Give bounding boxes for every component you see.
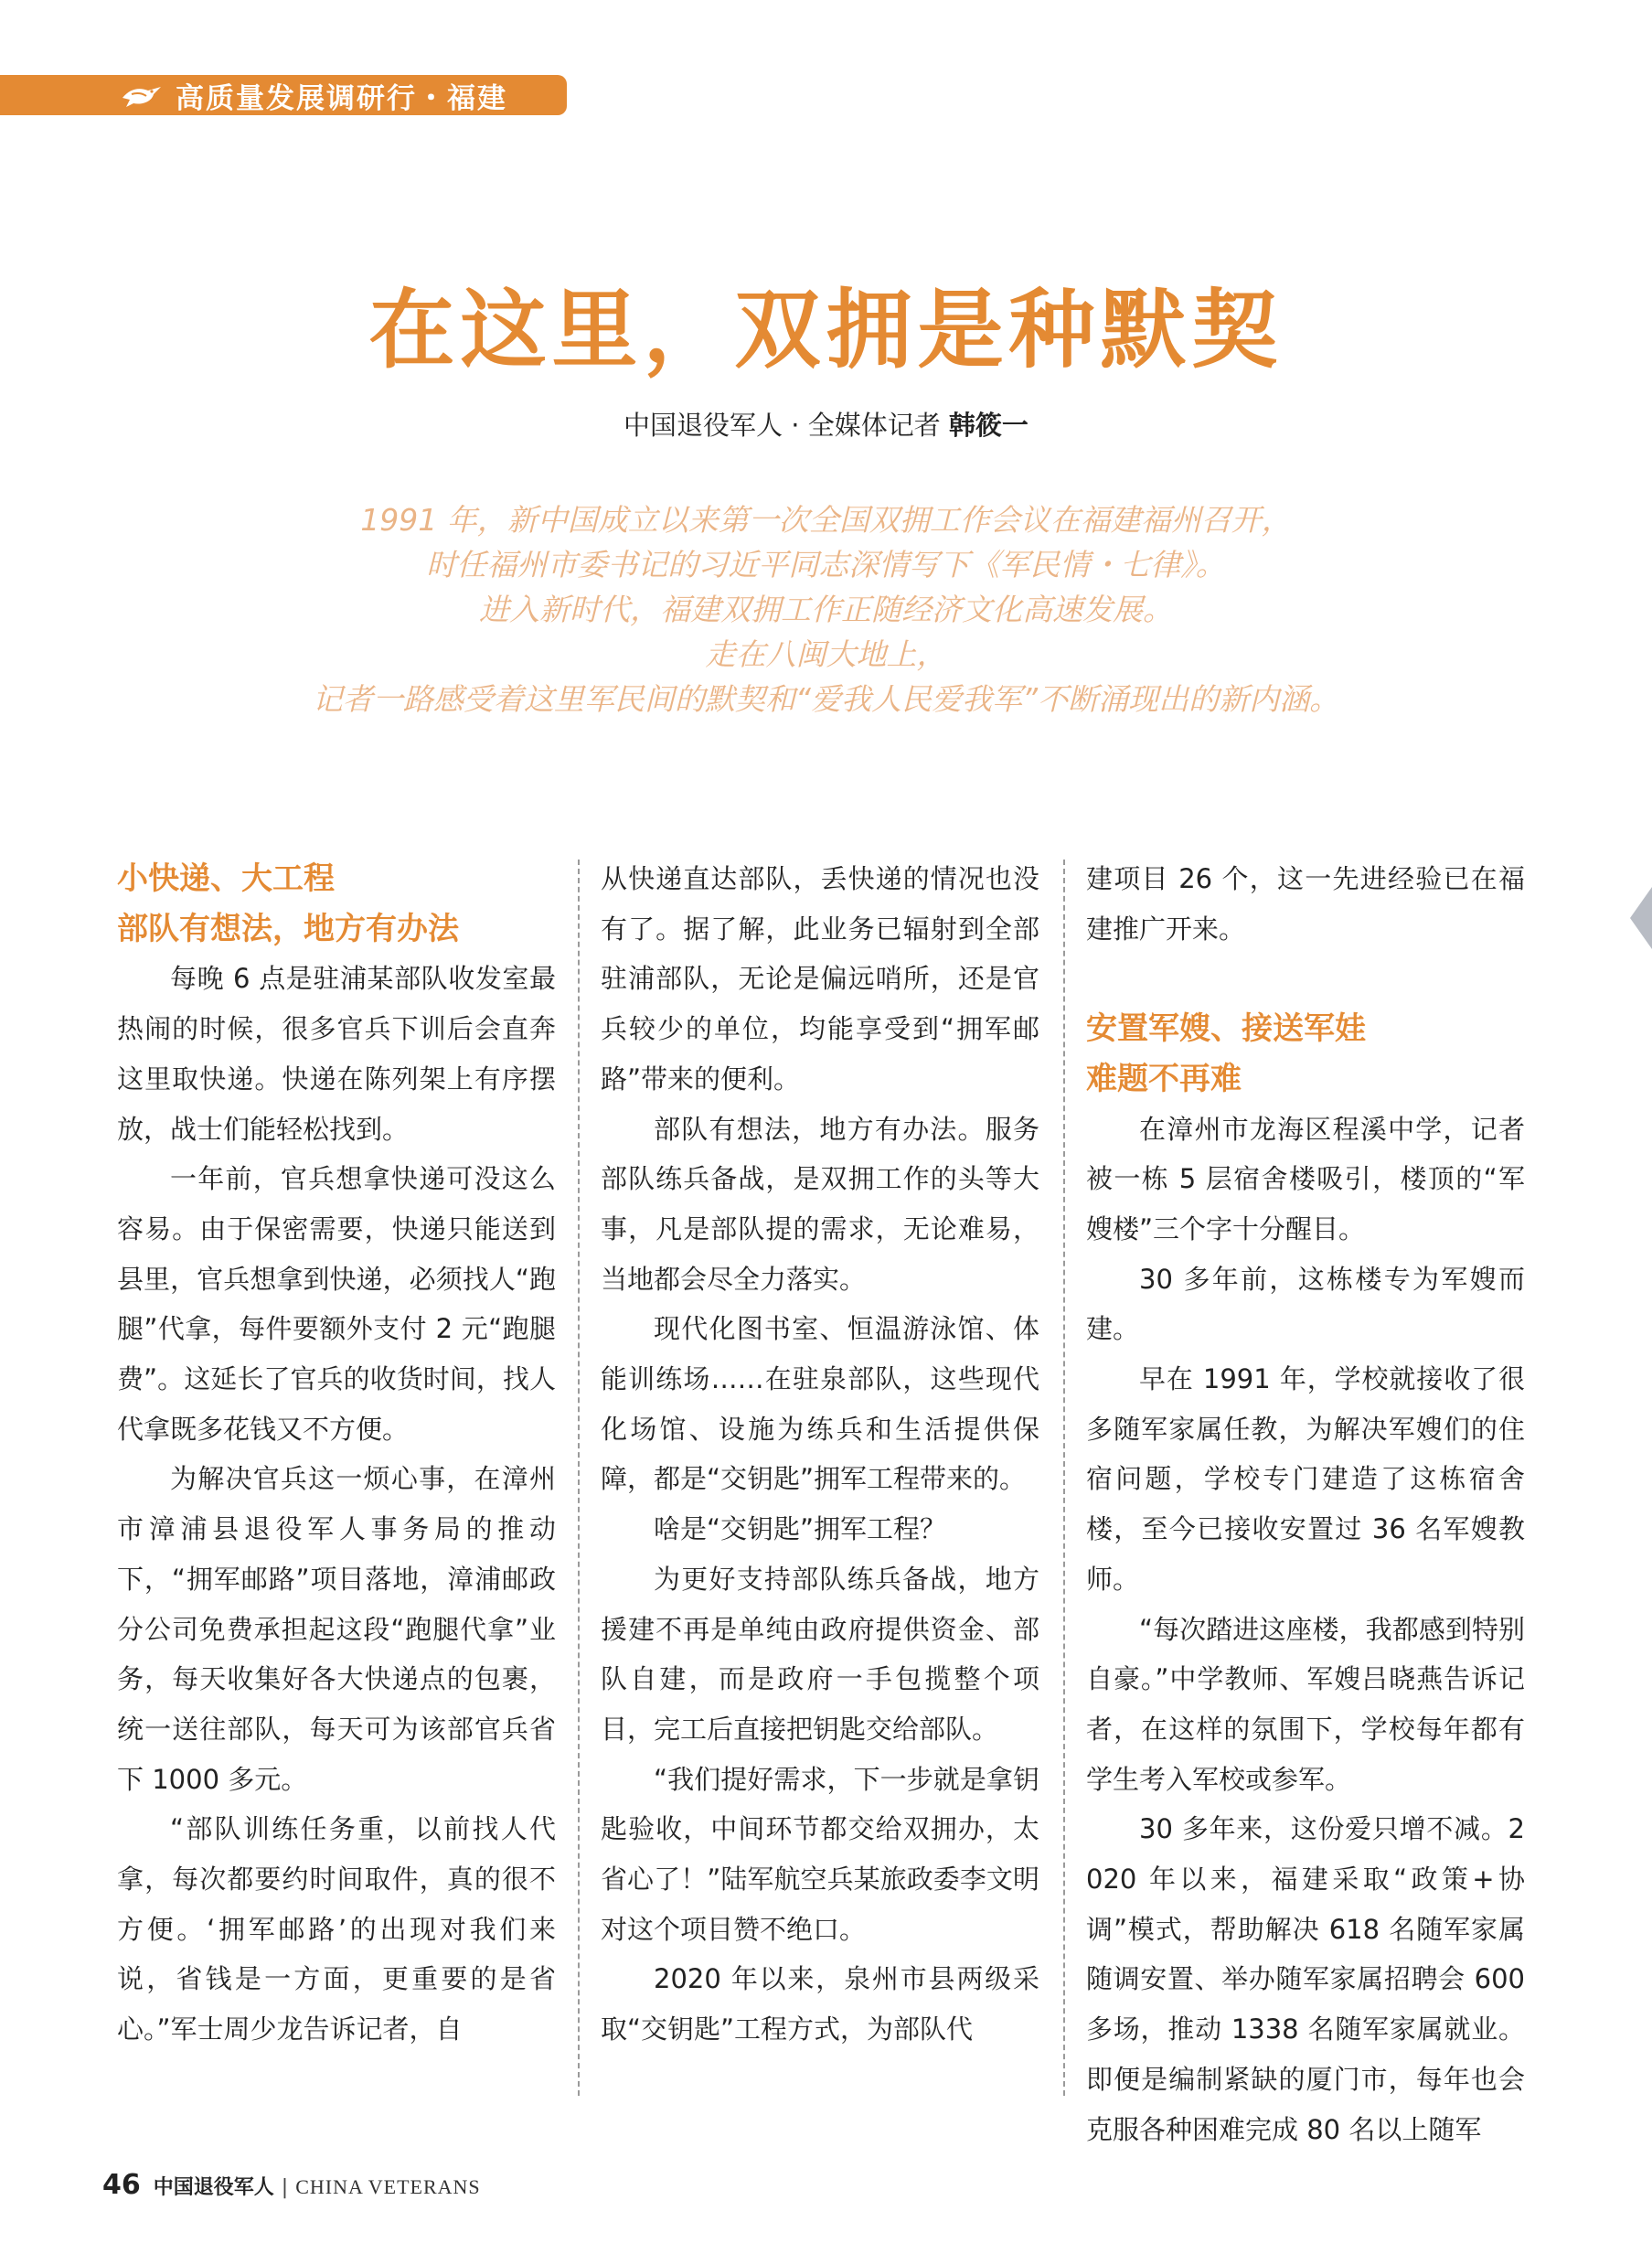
body-paragraph: 2020 年以来，泉州市县两级采取“交钥匙”工程方式，为部队代 <box>601 1963 1039 2045</box>
paragraph-spacer <box>1086 954 1525 1004</box>
byline-prefix: 中国退役军人 · 全媒体记者 <box>623 410 949 441</box>
page-edge-tab <box>1630 887 1652 949</box>
article-title: 在这里，双拥是种默契 <box>368 281 1284 380</box>
magazine-name-en: CHINA VETERANS <box>295 2175 481 2198</box>
body-paragraph: 在漳州市龙海区程溪中学，记者被一栋 5 层宿舍楼吸引，楼顶的“军嫂楼”三个字十分醒目。 <box>1086 1113 1525 1244</box>
intro-line: 走在八闽大地上， <box>705 636 947 672</box>
page-footer <box>102 2169 481 2201</box>
byline <box>0 405 1652 443</box>
subheading: 部队有想法，地方有办法 <box>117 910 459 947</box>
body-paragraph: 部队有想法，地方有办法。服务部队练兵备战，是双拥工作的头等大事，凡是部队提的需求，无论难易，当地都会尽全力落实。 <box>601 1113 1039 1295</box>
body-paragraph: 每晚 6 点是驻浦某部队收发室最热闹的时候，很多官兵下训后会直奔这里取快递。快递在陈列架上有序摆放，战士们能轻松找到。 <box>117 963 556 1145</box>
article-column-3 <box>1086 854 1525 2154</box>
intro-line: 进入新时代，福建双拥工作正随经济文化高速发展。 <box>479 592 1173 627</box>
body-paragraph: 现代化图书室、恒温游泳馆、体能训练场……在驻泉部队，这些现代化场馆、设施为练兵和生活提供保障，都是“交钥匙”拥军工程带来的。 <box>601 1313 1039 1495</box>
subheading: 小快递、大工程 <box>117 860 335 897</box>
body-paragraph: 建项目 26 个，这一先进经验已在福建推广开来。 <box>1086 863 1525 945</box>
column-divider <box>1063 860 1065 2096</box>
article-column-1 <box>117 854 556 2055</box>
intro-line: 1991 年，新中国成立以来第一次全国双拥工作会议在福建福州召开， <box>360 502 1292 538</box>
intro-lede <box>0 497 1652 721</box>
body-paragraph: “每次踏进这座楼，我都感到特别自豪。”中学教师、军嫂吕晓燕告诉记者，在这样的氛围下，学校每年都有学生考入军校或参军。 <box>1086 1613 1525 1795</box>
subheading: 难题不再难 <box>1086 1060 1242 1097</box>
column-divider <box>578 860 580 2096</box>
intro-line: 记者一路感受着这里军民间的默契和“爱我人民爱我军”不断涌现出的新内涵。 <box>312 681 1340 717</box>
magazine-name-cn: 中国退役军人 <box>153 2176 274 2199</box>
section-tab <box>0 75 567 115</box>
body-paragraph: “我们提好需求，下一步就是拿钥匙验收，中间环节都交给双拥办，太省心了！”陆军航空兵某旅政委李文明对这个项目赞不绝口。 <box>601 1763 1039 1945</box>
body-paragraph: 30 多年前，这栋楼专为军嫂而建。 <box>1086 1263 1525 1345</box>
subheading: 安置军嫂、接送军娃 <box>1086 1010 1366 1048</box>
body-paragraph: 为解决官兵这一烦心事，在漳州市漳浦县退役军人事务局的推动下，“拥军邮路”项目落地，漳浦邮政分公司免费承担起这段“跑腿代拿”业务，每天收集好各大快递点的包裹，统一送往部队，每天可为该部官兵省下 1000 多元。 <box>117 1463 556 1795</box>
dove-icon <box>121 81 163 109</box>
body-paragraph: 从快递直达部队，丢快递的情况也没有了。据了解，此业务已辐射到全部驻浦部队，无论是偏远哨所，还是官兵较少的单位，均能享受到“拥军邮路”带来的便利。 <box>601 863 1039 1095</box>
byline-author: 韩筱一 <box>948 410 1029 441</box>
section-label: 高质量发展调研行・福建 <box>176 81 507 115</box>
body-paragraph: 为更好支持部队练兵备战，地方援建不再是单纯由政府提供资金、部队自建，而是政府一手包揽整个项目，完工后直接把钥匙交给部队。 <box>601 1563 1039 1745</box>
body-paragraph: 一年前，官兵想拿快递可没这么容易。由于保密需要，快递只能送到县里，官兵想拿到快递，必须找人“跑腿”代拿，每件要额外支付 2 元“跑腿费”。这延长了官兵的收货时间，找人代拿既多花钱又不方便。 <box>117 1163 556 1445</box>
intro-line: 时任福州市委书记的习近平同志深情写下《军民情・七律》。 <box>426 547 1226 582</box>
footer-separator: | <box>281 2176 289 2199</box>
body-paragraph: 早在 1991 年，学校就接收了很多随军家属任教，为解决军嫂们的住宿问题，学校专门建造了这栋宿舍楼，至今已接收安置过 36 名军嫂教师。 <box>1086 1363 1525 1595</box>
body-paragraph: 30 多年来，这份爱只增不减。2020 年以来，福建采取“政策+协调”模式，帮助解决 618 名随军家属随调安置、举办随军家属招聘会 600 多场，推动 1338 名随军家属就业。即便是编制紧缺的厦门市，每年也会克服各种困难完成 80 名以上随军 <box>1086 1813 1525 2145</box>
article-column-2 <box>601 854 1039 2055</box>
body-paragraph: “部队训练任务重，以前找人代拿，每次都要约时间取件，真的很不方便。‘拥军邮路’的出现对我们来说，省钱是一方面，更重要的是省心。”军士周少龙告诉记者，自 <box>117 1813 556 2045</box>
page-number: 46 <box>102 2169 141 2201</box>
body-paragraph: 啥是“交钥匙”拥军工程？ <box>654 1513 947 1545</box>
